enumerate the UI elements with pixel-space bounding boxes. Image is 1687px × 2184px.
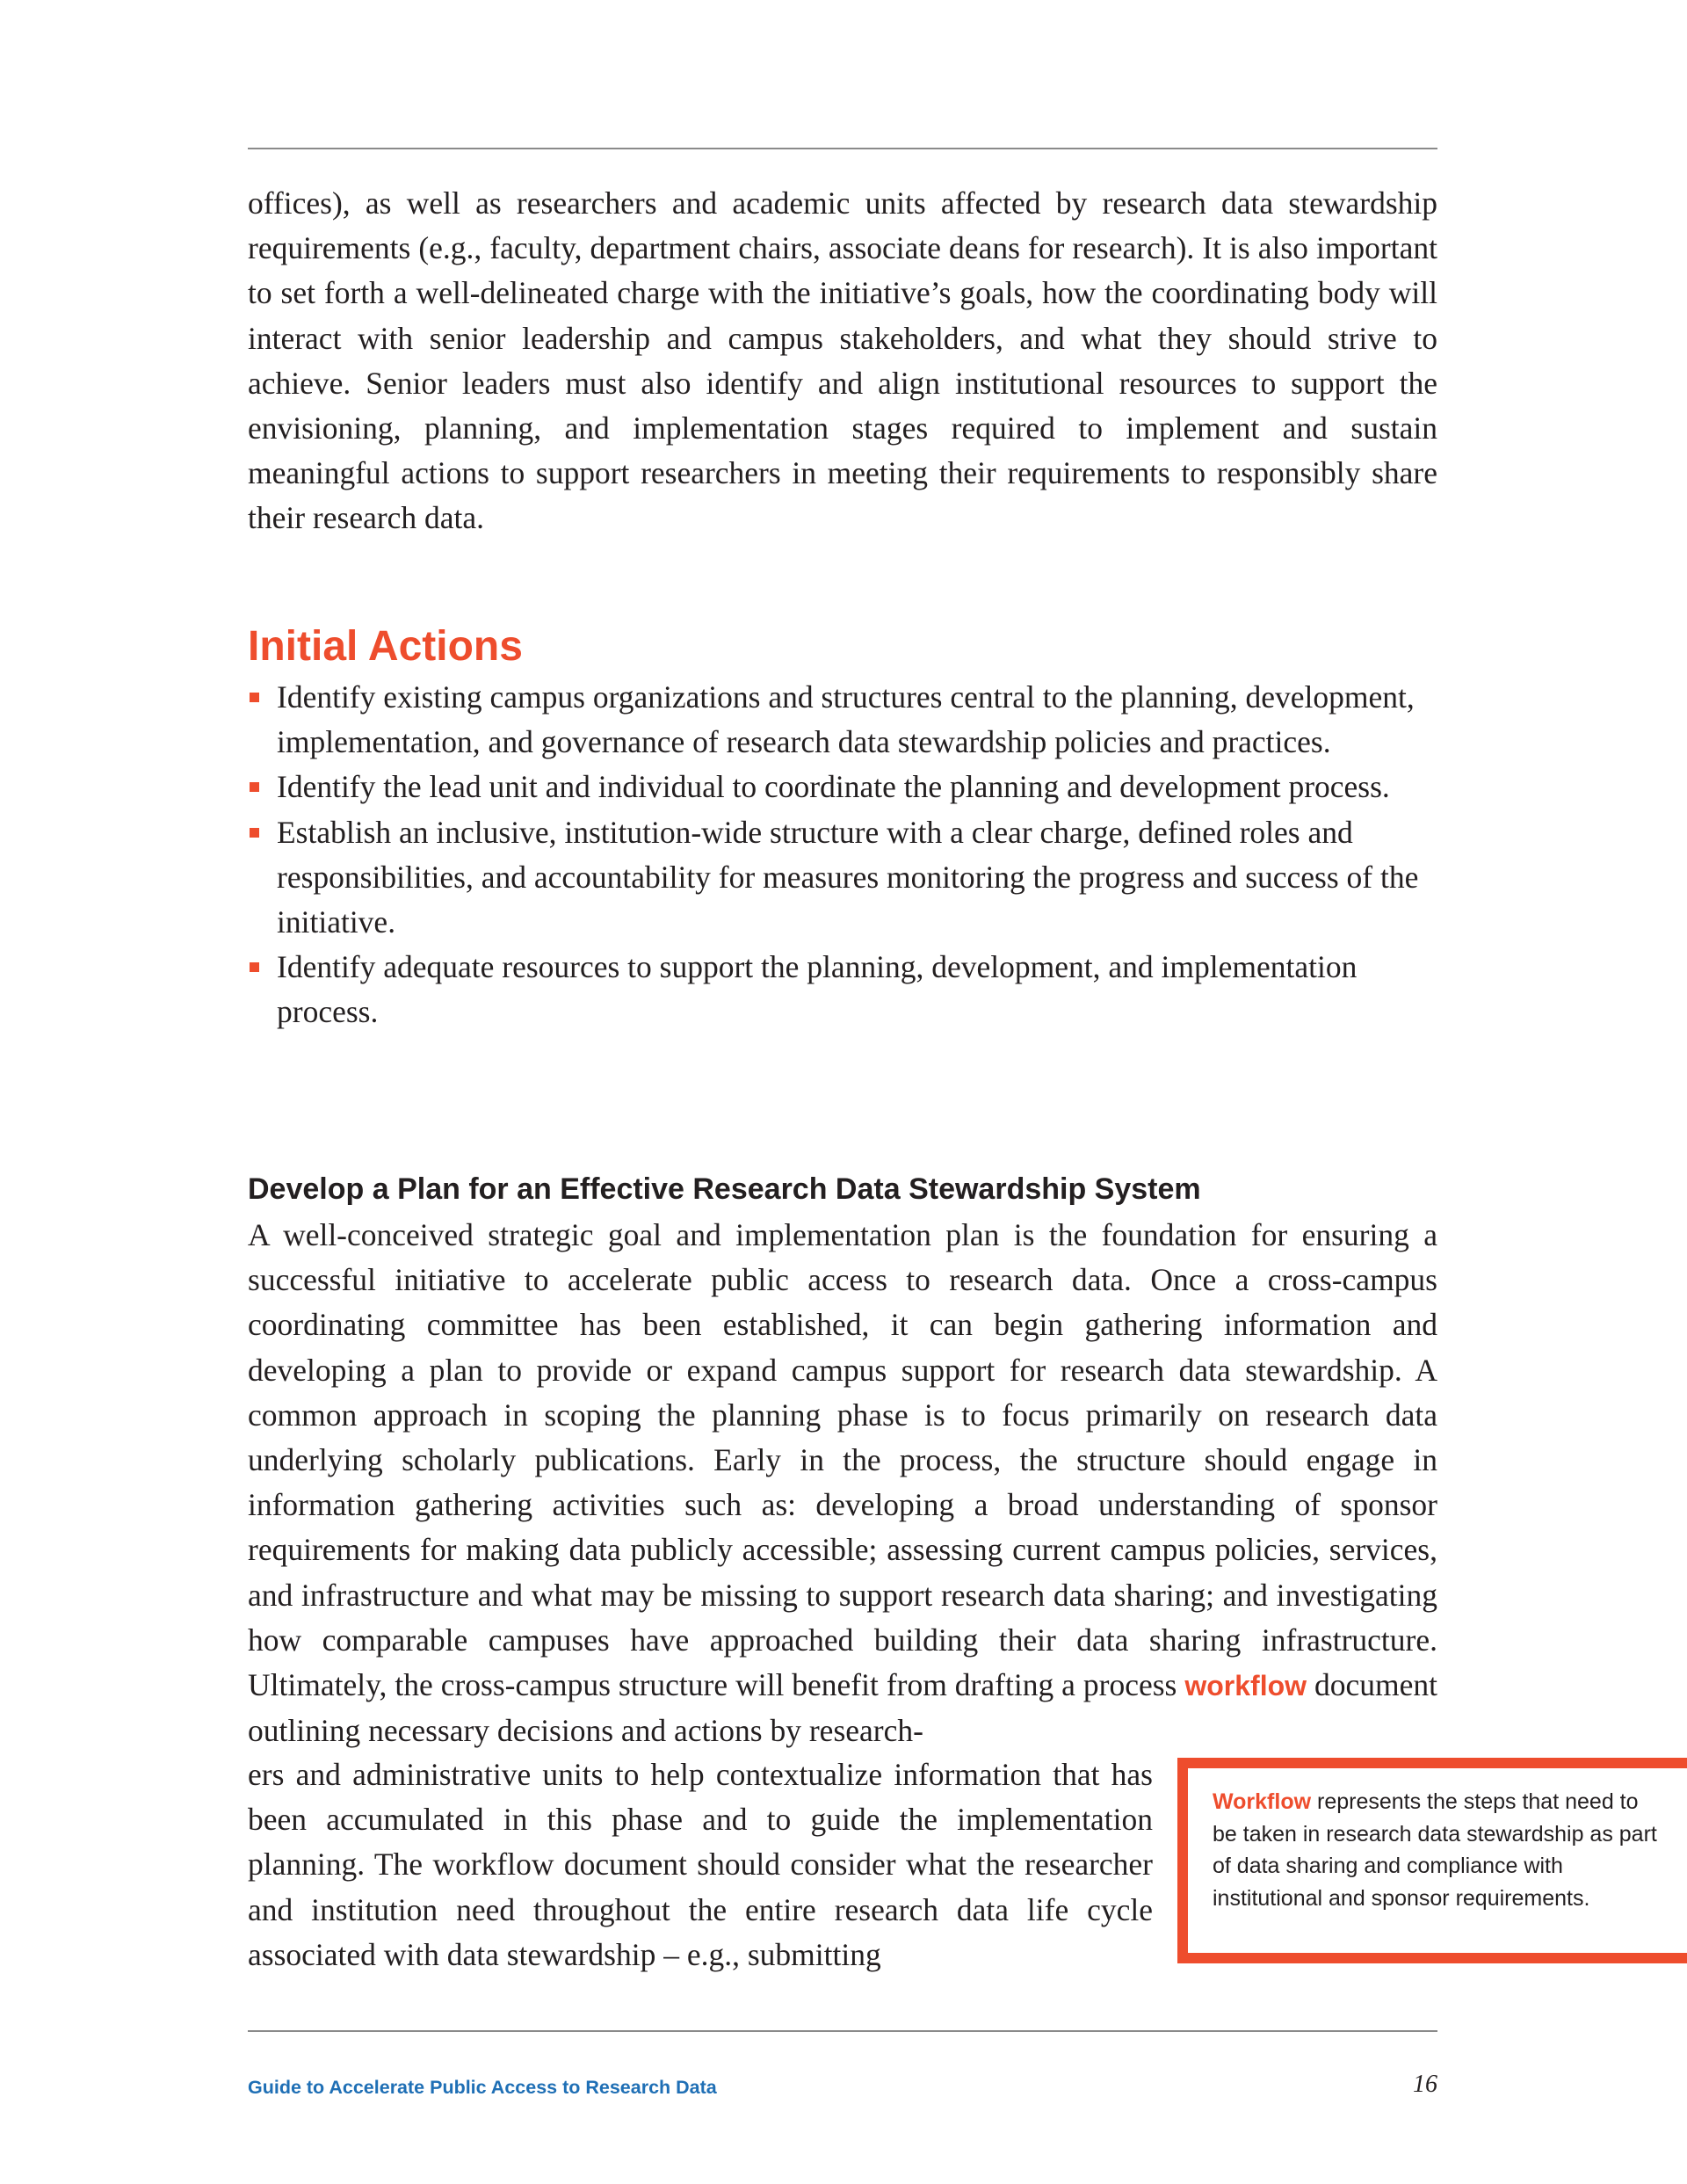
footer-title: Guide to Accelerate Public Access to Research Data	[248, 2077, 717, 2098]
list-item: Identify existing campus organizations and structures central to the planning, development, implementation, and governance of research data stewardship policies and practices.	[248, 675, 1437, 765]
develop-plan-paragraph: A well-conceived strategic goal and implementation plan is the foundation for ensuring a successful initiative to accelerate public access to research data. Once a cross-campus coordinating committee has been established, it can begin gathering information and developing a plan to provide or expand campus support for research data stewardship. A common approach in scoping the planning phase is to focus primarily on research data underlying scholarly publications. Early in the process, the structure should engage in information gathering activities such as: developing a broad understanding of sponsor requirements for making data publicly accessible; assessing current campus policies, services, and infrastructure and what may be missing to support research data sharing; and investigating how comparable campuses have approached building their data sharing infrastructure. Ultimately, the cross-campus structure will benefit from drafting a process workflow document outlining necessary decisions and actions by research-	[248, 1217, 1438, 1749]
develop-plan-paragraph-continued: ers and administrative units to help contextualize information that has been accumulated in this phase and to guide the implementation planning. The workflow document should consider what the researcher and institution need throughout the entire research data life cycle associated with data stewardship – e.g., submitting	[248, 1757, 1153, 1972]
callout-term: Workflow	[1213, 1789, 1312, 1814]
bullet-square-icon	[250, 962, 259, 972]
initial-actions-list	[248, 675, 1437, 1035]
page-number: 16	[1413, 2071, 1437, 2098]
develop-plan-heading: Develop a Plan for an Effective Research Data Stewardship System	[248, 1172, 1201, 1206]
top-divider	[248, 148, 1437, 149]
workflow-definition-callout	[1177, 1758, 1687, 1963]
list-item: Identify adequate resources to support the planning, development, and implementation process.	[248, 945, 1437, 1034]
initial-actions-heading: Initial Actions	[248, 623, 523, 670]
workflow-keyword: workflow	[1184, 1670, 1307, 1702]
bullet-square-icon	[250, 693, 259, 702]
callout-definition: represents the steps that need to be taken in research data stewardship as part of data sharing and compliance with institutional and sponsor requirements.	[1213, 1789, 1657, 1911]
intro-paragraph: offices), as well as researchers and academic units affected by research data stewardship requirements (e.g., faculty, department chairs, associate deans for research). It is also important to set forth a well-delineated charge with the initiative’s goals, how the coordinating body will interact with senior leadership and campus stakeholders, and what they should strive to achieve. Senior leaders must also identify and align institutional resources to support the envisioning, planning, and implementation stages required to implement and sustain meaningful actions to support researchers in meeting their requirements to responsibly share their research data.	[248, 185, 1437, 536]
bullet-square-icon	[250, 828, 259, 838]
list-item: Identify the lead unit and individual to coordinate the planning and development process.	[248, 765, 1437, 809]
bullet-square-icon	[250, 782, 259, 792]
list-item: Establish an inclusive, institution-wide structure with a clear charge, defined roles and responsibilities, and accountability for measures monitoring the progress and success of the initiative.	[248, 810, 1437, 946]
bottom-divider	[248, 2030, 1437, 2032]
